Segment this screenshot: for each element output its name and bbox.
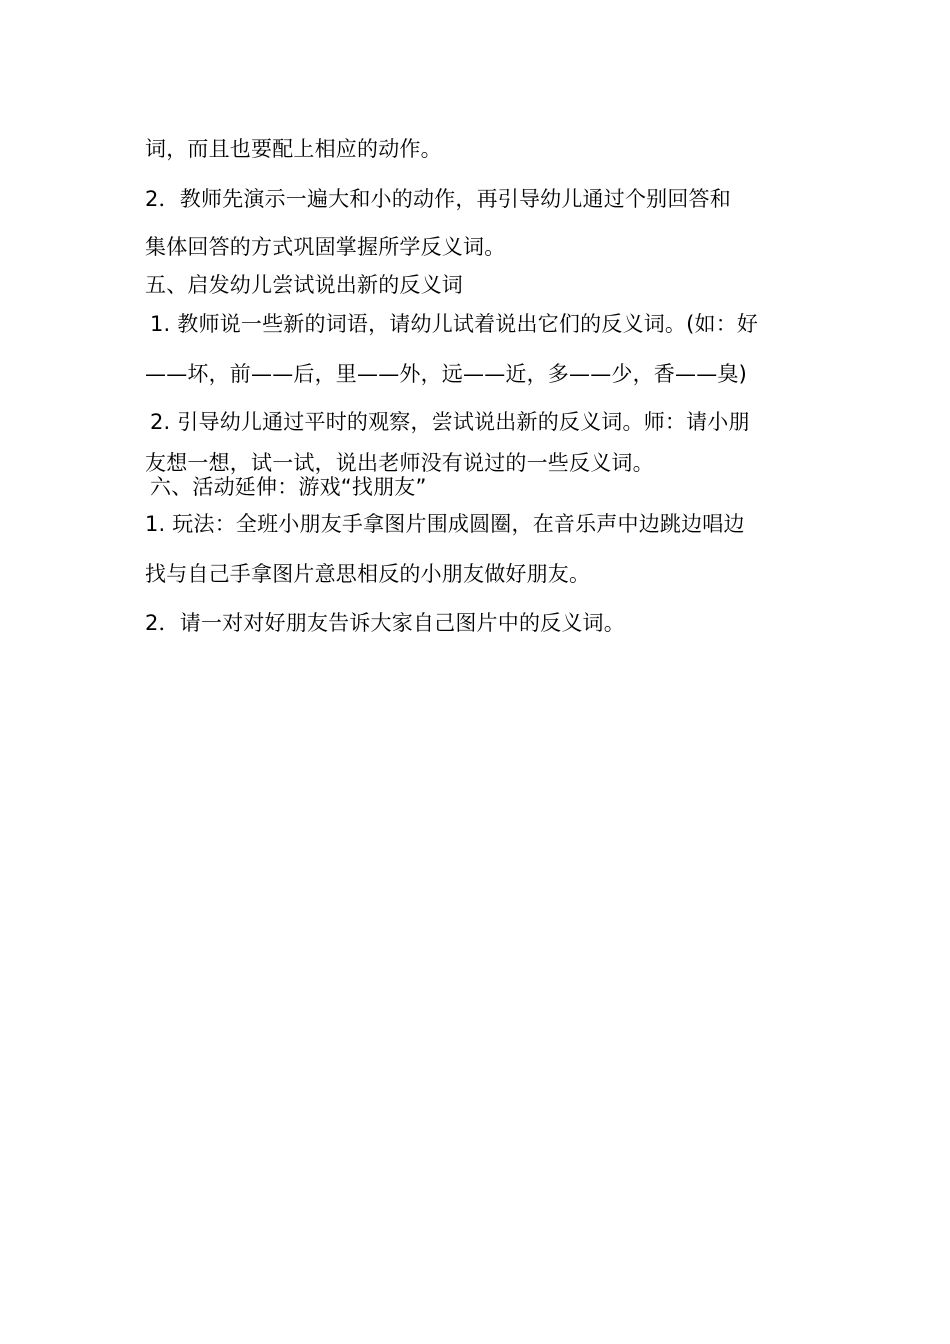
paragraph-line: 词，而且也要配上相应的动作。 [145,137,442,161]
list-item: 1. 教师说一些新的词语，请幼儿试着说出它们的反义词。(如：好 [150,312,759,336]
list-item: 2．请一对对好朋友告诉大家自己图片中的反义词。 [145,611,625,635]
list-item: 1. 玩法：全班小朋友手拿图片围成圆圈，在音乐声中边跳边唱边 [145,512,745,536]
paragraph-line: 找与自己手拿图片意思相反的小朋友做好朋友。 [145,562,591,586]
paragraph-line: 集体回答的方式巩固掌握所学反义词。 [145,235,506,259]
paragraph-line: 2．教师先演示一遍大和小的动作，再引导幼儿通过个别回答和 [145,187,731,211]
paragraph-line: 友想一想，试一试，说出老师没有说过的一些反义词。 [145,451,654,475]
paragraph-line: ——坏，前——后，里——外，远——近，多——少，香——臭) [145,362,747,386]
list-item: 2. 引导幼儿通过平时的观察，尝试说出新的反义词。师：请小朋 [150,410,750,434]
section-heading: 五、启发幼儿尝试说出新的反义词 [145,273,463,297]
section-heading: 六、活动延伸：游戏“找朋友” [150,475,427,499]
